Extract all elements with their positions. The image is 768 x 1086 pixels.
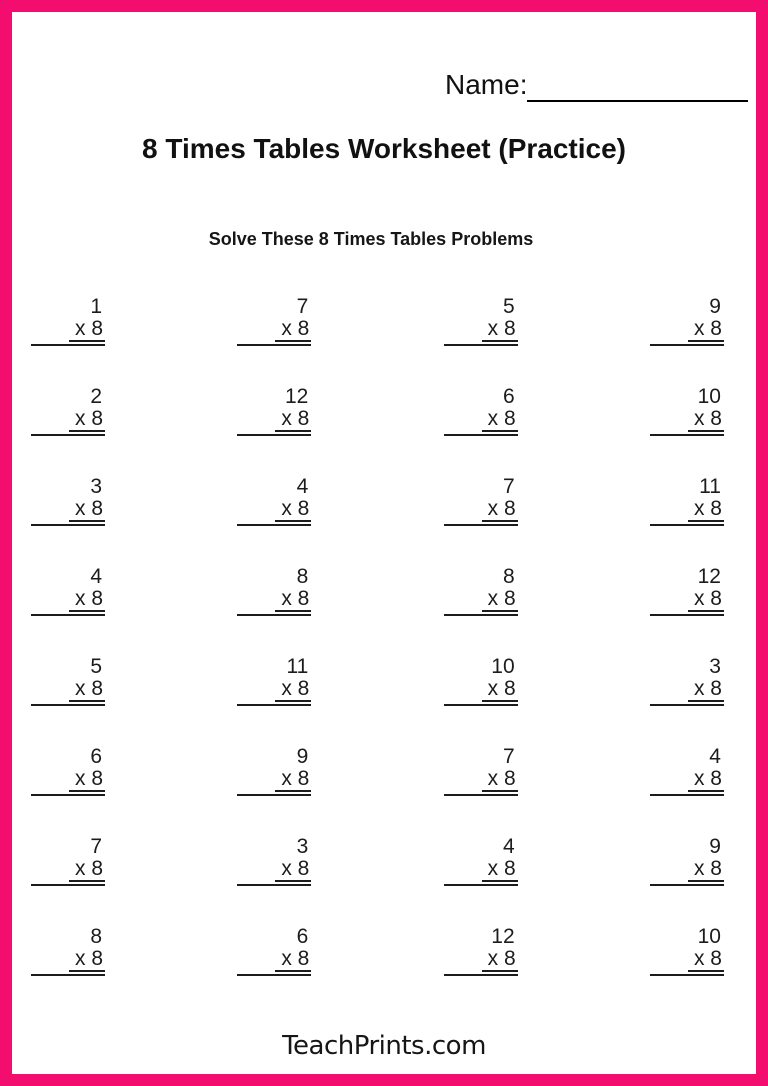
answer-line [650, 794, 724, 796]
problem-cell [237, 474, 311, 526]
multiplicand: 7 [502, 475, 515, 498]
multiplier-row [650, 769, 724, 793]
multiplicand: 9 [296, 745, 309, 768]
multiplier-row [444, 679, 518, 703]
multiplicand: 3 [709, 655, 721, 678]
multiplicand: 5 [502, 295, 515, 318]
answer-line [444, 614, 518, 616]
multiplier: x 8 [275, 949, 311, 972]
problem-cell [444, 474, 518, 526]
multiplier-row [31, 679, 105, 703]
problem-cell [237, 654, 311, 706]
multiplier: x 8 [275, 409, 311, 432]
multiplicand: 4 [502, 835, 515, 858]
problem-cell [237, 834, 311, 886]
multiplier: x 8 [482, 679, 518, 702]
problem-cell [650, 654, 724, 706]
multiplier-row [237, 769, 311, 793]
answer-line [444, 794, 518, 796]
answer-line [237, 794, 311, 796]
answer-line [650, 974, 724, 976]
name-row [445, 68, 748, 102]
multiplicand: 1 [90, 295, 102, 318]
answer-line [31, 524, 105, 526]
answer-line [31, 344, 105, 346]
answer-line [237, 974, 311, 976]
multiplicand: 2 [90, 385, 102, 408]
multiplier-row [650, 589, 724, 613]
multiplicand: 10 [491, 655, 515, 678]
answer-line [31, 884, 105, 886]
problem-cell [31, 564, 105, 616]
multiplier-row [31, 409, 105, 433]
multiplier-row [237, 589, 311, 613]
problem-cell [444, 564, 518, 616]
multiplier-row [31, 589, 105, 613]
problem-cell [650, 834, 724, 886]
multiplier-row [444, 949, 518, 973]
multiplier: x 8 [69, 319, 105, 342]
multiplier: x 8 [688, 859, 724, 882]
multiplicand: 10 [697, 385, 721, 408]
multiplier: x 8 [69, 769, 105, 792]
answer-line [31, 614, 105, 616]
page-title: 8 Times Tables Worksheet (Practice) [142, 133, 626, 164]
problem-cell [650, 744, 724, 796]
answer-line [444, 524, 518, 526]
multiplicand: 12 [284, 385, 309, 408]
answer-line [444, 434, 518, 436]
problem-cell [444, 384, 518, 436]
multiplier-row [650, 859, 724, 883]
problem-cell [444, 294, 518, 346]
multiplicand: 11 [699, 475, 721, 498]
multiplier: x 8 [482, 769, 518, 792]
multiplicand: 7 [502, 745, 515, 768]
multiplicand: 3 [296, 835, 309, 858]
multiplier: x 8 [275, 679, 311, 702]
answer-line [237, 524, 311, 526]
problem-cell [31, 384, 105, 436]
multiplicand: 10 [697, 925, 721, 948]
multiplicand: 11 [286, 655, 309, 678]
multiplier: x 8 [275, 859, 311, 882]
answer-line [31, 794, 105, 796]
multiplier-row [31, 499, 105, 523]
multiplicand: 9 [709, 835, 721, 858]
multiplier-row [31, 859, 105, 883]
answer-line [444, 344, 518, 346]
multiplier-row [237, 409, 311, 433]
multiplier: x 8 [275, 499, 311, 522]
multiplier-row [444, 859, 518, 883]
multiplier-row [650, 409, 724, 433]
name-blank-line [527, 70, 748, 102]
problem-cell [31, 834, 105, 886]
multiplicand: 6 [296, 925, 309, 948]
problem-cell [650, 474, 724, 526]
multiplier-row [444, 409, 518, 433]
multiplicand: 4 [709, 745, 721, 768]
answer-line [650, 434, 724, 436]
multiplier: x 8 [688, 409, 724, 432]
problem-cell [444, 924, 518, 976]
multiplier-row [237, 859, 311, 883]
answer-line [237, 614, 311, 616]
multiplicand: 8 [90, 925, 102, 948]
multiplicand: 8 [502, 565, 515, 588]
problem-cell [31, 474, 105, 526]
multiplier: x 8 [688, 769, 724, 792]
answer-line [444, 704, 518, 706]
problem-cell [237, 924, 311, 976]
problem-cell [237, 294, 311, 346]
multiplier-row [31, 319, 105, 343]
multiplier-row [31, 769, 105, 793]
multiplier-row [444, 589, 518, 613]
multiplicand: 7 [296, 295, 309, 318]
multiplicand: 3 [90, 475, 102, 498]
answer-line [650, 524, 724, 526]
multiplier: x 8 [482, 949, 518, 972]
answer-line [444, 884, 518, 886]
answer-line [650, 704, 724, 706]
instructions-text: Solve These 8 Times Tables Problems [208, 229, 534, 249]
multiplicand: 8 [296, 565, 309, 588]
multiplier-row [444, 319, 518, 343]
multiplier: x 8 [69, 949, 105, 972]
multiplier: x 8 [688, 949, 724, 972]
multiplicand: 5 [90, 655, 102, 678]
answer-line [237, 884, 311, 886]
multiplicand: 4 [296, 475, 309, 498]
multiplier: x 8 [688, 679, 724, 702]
problem-cell [650, 564, 724, 616]
multiplicand: 7 [90, 835, 102, 858]
multiplier: x 8 [69, 679, 105, 702]
problems-grid [31, 294, 724, 976]
multiplier-row [237, 679, 311, 703]
problem-cell [31, 924, 105, 976]
multiplier-row [650, 679, 724, 703]
multiplier: x 8 [688, 499, 724, 522]
multiplier: x 8 [688, 589, 724, 612]
multiplicand: 9 [709, 295, 721, 318]
answer-line [444, 974, 518, 976]
multiplier: x 8 [69, 859, 105, 882]
multiplier-row [237, 319, 311, 343]
answer-line [650, 614, 724, 616]
answer-line [31, 974, 105, 976]
multiplier-row [237, 499, 311, 523]
multiplier: x 8 [482, 319, 518, 342]
problem-cell [444, 654, 518, 706]
multiplicand: 6 [502, 385, 515, 408]
problem-cell [237, 564, 311, 616]
multiplier: x 8 [688, 319, 724, 342]
problem-cell [650, 294, 724, 346]
multiplier-row [444, 499, 518, 523]
multiplier: x 8 [482, 589, 518, 612]
answer-line [237, 344, 311, 346]
answer-line [31, 704, 105, 706]
multiplier: x 8 [275, 319, 311, 342]
problem-cell [650, 924, 724, 976]
multiplier-row [650, 949, 724, 973]
multiplicand: 4 [90, 565, 102, 588]
multiplier-row [237, 949, 311, 973]
multiplier: x 8 [482, 859, 518, 882]
multiplier-row [444, 769, 518, 793]
multiplier: x 8 [482, 499, 518, 522]
answer-line [650, 884, 724, 886]
footer-brand: TeachPrints.com [282, 1031, 486, 1061]
answer-line [237, 434, 311, 436]
answer-line [31, 434, 105, 436]
multiplicand: 12 [697, 565, 721, 588]
multiplicand: 12 [491, 925, 515, 948]
multiplier: x 8 [275, 589, 311, 612]
multiplier: x 8 [69, 589, 105, 612]
answer-line [237, 704, 311, 706]
answer-line [650, 344, 724, 346]
problem-cell [31, 744, 105, 796]
multiplicand: 6 [90, 745, 102, 768]
problem-cell [444, 834, 518, 886]
multiplier-row [650, 499, 724, 523]
problem-cell [444, 744, 518, 796]
multiplier: x 8 [482, 409, 518, 432]
multiplier: x 8 [69, 499, 105, 522]
problem-cell [31, 294, 105, 346]
multiplier: x 8 [275, 769, 311, 792]
multiplier-row [650, 319, 724, 343]
problem-cell [237, 744, 311, 796]
multiplier-row [31, 949, 105, 973]
problem-cell [31, 654, 105, 706]
name-label: Name: [445, 69, 528, 100]
problem-cell [237, 384, 311, 436]
multiplier: x 8 [69, 409, 105, 432]
problem-cell [650, 384, 724, 436]
